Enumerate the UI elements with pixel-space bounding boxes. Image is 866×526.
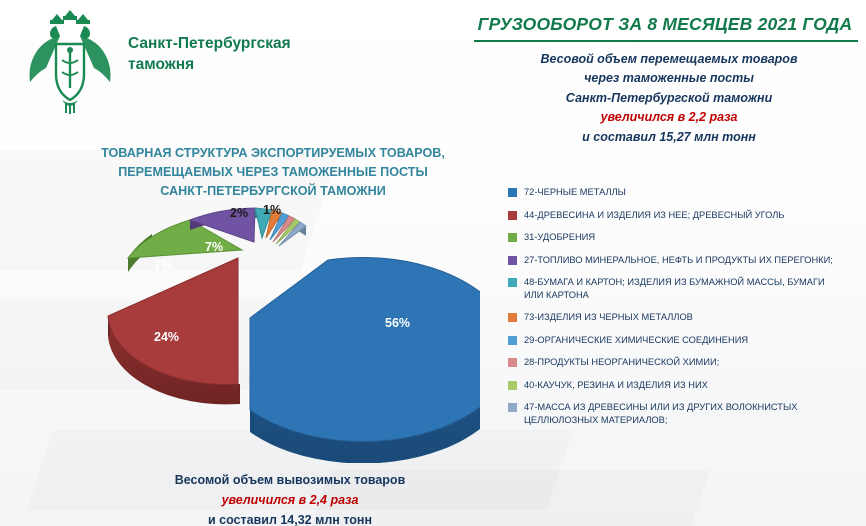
legend-item-label: 48-БУМАГА И КАРТОН; ИЗДЕЛИЯ ИЗ БУМАЖНОЙ МАССЫ, БУМАГИ ИЛИ КАРТОНА — [524, 277, 825, 300]
legend-item[interactable] — [508, 209, 858, 222]
legend-item[interactable] — [508, 186, 858, 199]
legend-item-label: 47-МАССА ИЗ ДРЕВЕСИНЫ ИЛИ ИЗ ДРУГИХ ВОЛОКНИСТЫХ ЦЕЛЛЮЛОЗНЫХ МАТЕРИАЛОВ; — [524, 402, 798, 426]
pie-value-label-44: 24% — [154, 330, 180, 344]
legend-swatch-icon — [508, 313, 517, 322]
title-underline — [474, 40, 858, 42]
legend-item[interactable] — [508, 356, 858, 369]
legend-item-label: 73-ИЗДЕЛИЯ ИЗ ЧЕРНЫХ МЕТАЛЛОВ — [524, 312, 693, 323]
legend-item-label: 31-УДОБРЕНИЯ — [524, 232, 596, 243]
legend-swatch-icon — [508, 256, 517, 265]
pie-value-label-48: 2% — [230, 206, 249, 220]
chart-title-line-1: ТОВАРНАЯ СТРУКТУРА ЭКСПОРТИРУЕМЫХ ТОВАРОВ, — [101, 146, 445, 160]
legend-item[interactable] — [508, 379, 858, 392]
legend-item[interactable] — [508, 254, 858, 267]
pie-value-label-27: 7% — [205, 240, 224, 254]
legend-swatch-icon — [508, 278, 517, 287]
legend-swatch-icon — [508, 358, 517, 367]
legend-swatch-icon — [508, 403, 517, 412]
legend-swatch-icon — [508, 381, 517, 390]
legend-item-label: 72-ЧЕРНЫЕ МЕТАЛЛЫ — [524, 187, 626, 197]
subtitle-line-3: Санкт-Петербургской таможни — [565, 90, 773, 105]
footer-highlight: увеличился в 2,4 раза — [221, 493, 359, 507]
pie-slice-72-chernye-metally — [250, 257, 480, 463]
legend-item[interactable] — [508, 401, 858, 426]
legend-item[interactable] — [508, 231, 858, 244]
page-title: ГРУЗООБОРОТ ЗА 8 МЕСЯЦЕВ 2021 ГОДА — [477, 14, 853, 34]
footer-line-1: Весомой объем вывозимых товаров — [174, 473, 406, 487]
footer-note — [110, 470, 470, 526]
chart-legend — [508, 186, 858, 437]
chart-title-line-2: ПЕРЕМЕЩАЕМЫХ ЧЕРЕЗ ТАМОЖЕННЫЕ ПОСТЫ — [118, 164, 428, 179]
pie-chart — [90, 198, 480, 463]
subtitle-line-2: через таможенные посты — [584, 71, 754, 86]
legend-swatch-icon — [508, 233, 517, 242]
legend-swatch-icon — [508, 336, 517, 345]
legend-item-label: 40-КАУЧУК, РЕЗИНА И ИЗДЕЛИЯ ИЗ НИХ — [524, 379, 708, 390]
legend-item-label: 27-ТОПЛИВО МИНЕРАЛЬНОЕ, НЕФТЬ И ПРОДУКТЫ ИХ ПЕРЕГОНКИ; — [524, 254, 833, 265]
legend-item[interactable] — [508, 334, 858, 347]
chart-title — [78, 144, 468, 201]
header-subtitle — [480, 50, 858, 147]
legend-swatch-icon — [508, 211, 517, 220]
legend-item[interactable] — [508, 311, 858, 324]
legend-item-label: 44-ДРЕВЕСИНА И ИЗДЕЛИЯ ИЗ НЕЕ; ДРЕВЕСНЫЙ УГОЛЬ — [524, 209, 785, 220]
pie-value-label-72: 56% — [385, 316, 411, 330]
subtitle-highlight: увеличился в 2,2 раза — [600, 110, 738, 125]
legend-item-label: 28-ПРОДУКТЫ НЕОРГАНИЧЕСКОЙ ХИМИИ; — [524, 357, 720, 368]
pie-value-label-73: 1% — [263, 203, 282, 217]
customs-emblem-icon — [22, 8, 118, 116]
organization-title: Санкт-Петербургская таможня — [128, 35, 291, 73]
chart-title-line-3: САНКТ-ПЕТЕРБУРГСКОЙ ТАМОЖНИ — [160, 183, 386, 198]
subtitle-line-4: и составил 15,27 млн тонн — [582, 129, 756, 144]
footer-line-2: и составил 14,32 млн тонн — [207, 513, 373, 526]
legend-swatch-icon — [508, 188, 517, 197]
pie-chart-svg — [90, 198, 480, 463]
legend-item-label: 29-ОРГАНИЧЕСКИЕ ХИМИЧЕСКИЕ СОЕДИНЕНИЯ — [524, 334, 749, 345]
pie-value-label-31: 7% — [154, 258, 173, 272]
subtitle-line-1: Весовой объем перемещаемых товаров — [540, 52, 798, 66]
legend-item[interactable] — [508, 276, 858, 301]
